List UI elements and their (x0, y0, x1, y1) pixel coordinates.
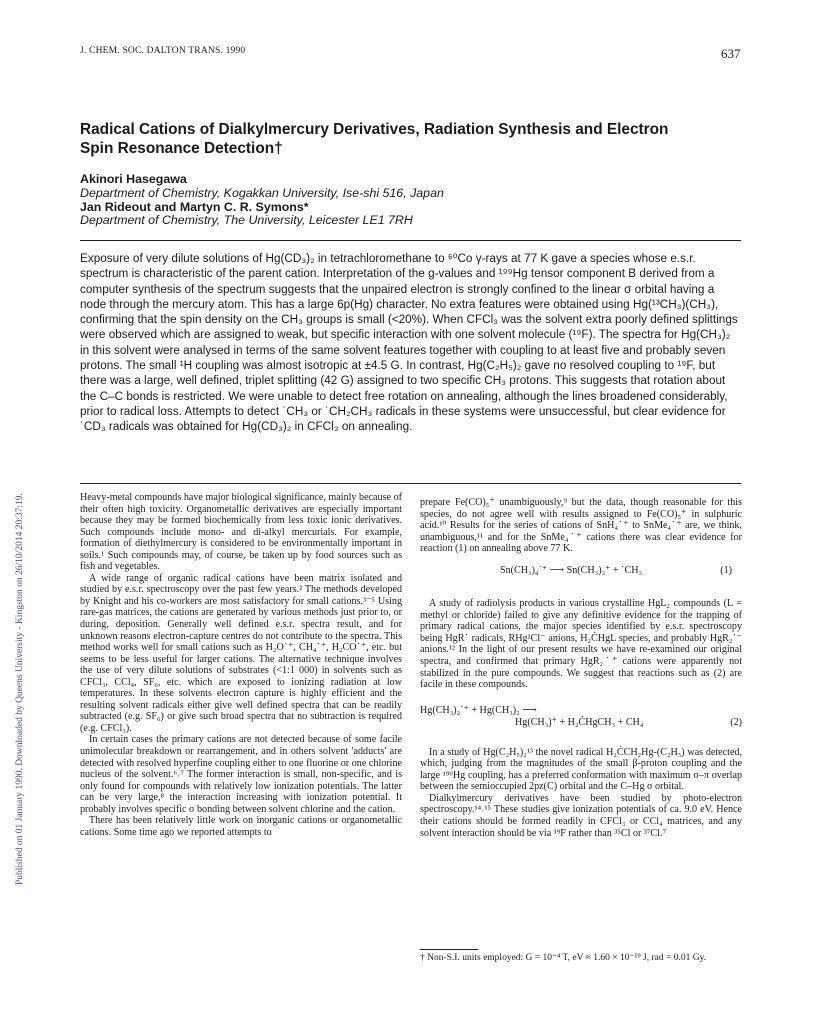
body-paragraph: prepare Fe(CO)₅⁺ unambiguously,⁹ but the data, though reasonable for this species, do not agree well with results assigned to Fe(CO)₅⁺ in sulphuric acid.¹⁰ Results for the series of cations of SnH₄˙⁺ to SnMe₄˙⁺ are, we think, unambiguous,¹¹ and for the SnMe₄˙⁺ cations there was clear evidence for reaction (1) on annealing above 77 K. (420, 497, 742, 555)
footnote: † Non-S.I. units employed: G = 10⁻⁴ T, eV ≈ 1.60 × 10⁻¹⁹ J, rad = 0.01 Gy. (420, 953, 707, 963)
body-paragraph: Heavy-metal compounds have major biological significance, mainly because of their often high toxicity. Organometallic derivatives are especially important because they may be formed biochemically from less toxic ionic derivatives. Such compounds include mono- and di-alkyl mercurials. For example, formation of diethylmercury is considered to be environmentally important in soils.¹ Such compounds may, of course, be taken up by food sources such as fish and vegetables. (80, 492, 402, 573)
body-paragraph: A wide range of organic radical cations have been matrix isolated and studied by e.s.r. spectroscopy over the past few years.² The methods developed by Knight and his co-workers are most satisfactory for small cations.³⁻⁵ Using rare-gas matrices, the cations are generated by various methods just prior to, or during, deposition. Generally well defined e.s.r. spectra result, and for unknown reasons electron-capture centres do not contribute to the spectra. This method works well for small cations such as H₂O˙⁺, CH₄˙⁺, H₂CO˙⁺, etc. but seems to be less useful for larger cations. The alternative technique involves the use of very dilute solutions of substrates (<1:1 000) in solvents such as CFCl₃, CCl₄, SF₆, etc. which are exposed to ionizing radiation at low temperatures. In these solvents electron capture is highly efficient and the resulting solvent radicals either give well defined spectra that can be readily subtracted (e.g. SF₆) or give such broad spectra that no subtraction is required (e.g. CFCl₃). (80, 572, 402, 734)
author-name: Jan Rideout and Martyn C. R. Symons* (80, 199, 309, 214)
author-affiliation: Department of Chemistry, Kogakkan University, Ise-shi 516, Japan (80, 185, 444, 200)
footnote-rule (420, 949, 478, 950)
article-title: Radical Cations of Dialkylmercury Derivatives, Radiation Synthesis and Electron Spin Resonance Detection† (80, 121, 669, 157)
equation-2-line-2 (420, 717, 742, 729)
author-name: Akinori Hasegawa (80, 172, 187, 186)
author-block (80, 173, 700, 228)
body-left-column (80, 492, 402, 838)
equation-2-number: (2) (730, 717, 742, 729)
side-publication-stamp (3, 185, 25, 885)
equation-1-text: Sn(CH₃)₄˙⁺ ⟶ Sn(CH₃)₃⁺ + ˙CH₃ (500, 564, 643, 576)
page-number: 637 (721, 46, 741, 61)
body-paragraph: There has been relatively little work on inorganic cations or organometallic cations. Some time ago we reported attempts to (80, 815, 402, 838)
equation-1 (420, 565, 742, 577)
body-paragraph: Dialkylmercury derivatives have been studied by photo-electron spectroscopy.¹⁴˒¹⁵ These studies give ionization potentials of ca. 9.0 eV. Hence their cations should be formed readily in CFCl₃ or CCl₄ matrices, and any solvent interaction should be via ¹⁹F rather than ³⁵Cl or ³⁷Cl.⁷ (420, 792, 742, 839)
body-paragraph: A study of radiolysis products in various crystalline HgL₂ compounds (L = methyl or chloride) failed to give any definitive evidence for the trapping of primary radical cations, the major species identified by e.s.r. spectroscopy being HgR˙ radicals, RHg²Cl⁻ anions, H₂ĊHgL species, and probably HgR₂˙⁻ anions.¹² In the light of our present results we have re-examined our original spectra, and confirmed that primary HgR₂˙⁺ cations were apparently not stabilized in the pure compounds. We suggest that reactions such as (2) are facile in these compounds. (420, 598, 742, 691)
running-head: J. CHEM. SOC. DALTON TRANS. 1990 (80, 46, 246, 56)
abstract-bottom-rule (80, 483, 741, 484)
body-paragraph: In certain cases the primary cations are not detected because of some facile unimolecular breakdown or rearrangement, and in others solvent 'adducts' are detected with resolved hyperfine coupling either to one fluorine or one chlorine nucleus of the solvent.⁶˒⁷ The former interaction is small, non-specific, and is only found for compounds with relatively low ionization potentials. The latter can be very large,⁸ the interaction increasing with ionization potential. It probably involves specific σ bonding between solvent chlorine and the cation. (80, 734, 402, 815)
equation-1-number: (1) (720, 564, 732, 576)
equation-2-line-1: Hg(CH₃)₂˙⁺ + Hg(CH₃)₂ ⟶ (420, 704, 537, 716)
side-stamp-text: Published on 01 January 1990. Downloaded by Queens University - Kingston on 26/10/2014 20:37:19. (15, 493, 25, 885)
abstract: Exposure of very dilute solutions of Hg(CD₃)₂ in tetrachloromethane to ⁶⁰Co γ-rays at 77 K gave a species whose e.s.r. spectrum is characteristic of the parent cation. Interpretation of the g-values and ¹⁹⁹Hg tensor component B derived from a computer synthesis of the spectrum suggests that the unpaired electron is strongly confined to the linear σ orbital having a node through the mercury atom. This has a large 6p(Hg) character. No extra features were obtained using Hg(¹³CH₃)(CH₃), confirming that the spin density on the CH₃ groups is small (<20%). When CFCl₃ was the solvent extra poorly defined splittings were observed which are assigned to weak, but specific interaction with one solvent molecule (¹⁹F). The spectra for Hg(CH₃)₂ in this solvent were analysed in terms of the same solvent features together with coupling to at least five and probably seven protons. The small ¹H coupling was almost isotropic at ±4.5 G. In contrast, Hg(C₂H₅)₂ gave no resolved coupling to ¹⁹F, but there was a large, well defined, triplet splitting (42 G) assigned to two specific CH₃ protons. This suggests that rotation about the C–C bonds is restricted. We were unable to detect free rotation on annealing, although the lines broadened considerably, prior to radical loss. Attempts to detect ˙CH₃ or ˙CH₂CH₃ radicals in these systems were unsuccessful, but clear evidence for ˙CD₃ radicals was obtained for Hg(CD₃)₂ in CFCl₃ on annealing. (80, 252, 738, 434)
body-paragraph: In a study of Hg(C₂H₅)₂¹³ the novel radical H₂ĊCH₂Hg-(C₂H₅) was detected, which, judging from the magnitudes of the small β-proton coupling and the large ¹⁹⁹Hg coupling, has a preferred conformation with maximum σ–π overlap between the semioccupied 2pz(C) orbital and the C–Hg σ orbital. (420, 746, 742, 793)
author-affiliation: Department of Chemistry, The University, Leicester LE1 7RH (80, 213, 413, 228)
abstract-top-rule (80, 240, 741, 241)
body-right-column (420, 497, 742, 839)
equation-2-text: Hg(CH₃)⁺ + H₂ĊHgCH₃ + CH₄ (515, 717, 644, 729)
